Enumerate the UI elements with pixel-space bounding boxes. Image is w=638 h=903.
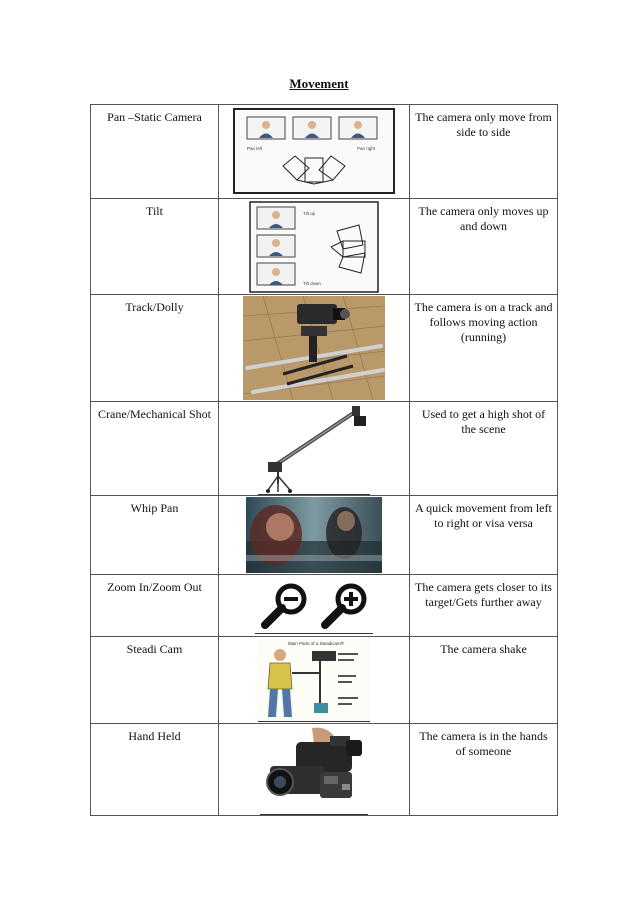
movement-description: The camera gets closer to its target/Gets further away xyxy=(410,575,558,637)
whip-pan-image xyxy=(246,497,382,573)
tilt-diagram-image xyxy=(249,201,379,293)
zoom-icons-image xyxy=(255,579,373,634)
table-row xyxy=(91,724,558,816)
movement-image-cell xyxy=(219,105,410,199)
movement-name: Whip Pan xyxy=(91,496,219,575)
movement-image-cell xyxy=(219,637,410,724)
movement-name: Steadi Cam xyxy=(91,637,219,724)
zoom-in-icon xyxy=(325,586,364,625)
movement-description: Used to get a high shot of the scene xyxy=(410,402,558,496)
svg-text:Pan left: Pan left xyxy=(247,146,263,151)
table-row xyxy=(91,105,558,199)
movement-description: The camera shake xyxy=(410,637,558,724)
movement-description: The camera only moves up and down xyxy=(410,199,558,295)
movement-description: A quick movement from left to right or visa versa xyxy=(410,496,558,575)
svg-text:Main Parts of a Steadicam®: Main Parts of a Steadicam® xyxy=(288,641,345,646)
table-row xyxy=(91,199,558,295)
movement-name: Zoom In/Zoom Out xyxy=(91,575,219,637)
svg-text:Pan right: Pan right xyxy=(357,146,376,151)
movement-description: The camera is on a track and follows moving action (running) xyxy=(410,295,558,402)
movement-name: Pan –Static Camera xyxy=(91,105,219,199)
movement-image-cell xyxy=(219,402,410,496)
table-row xyxy=(91,575,558,637)
movement-description: The camera is in the hands of someone xyxy=(410,724,558,816)
movement-image-cell xyxy=(219,724,410,816)
movement-name: Track/Dolly xyxy=(91,295,219,402)
handheld-camera-image xyxy=(260,726,368,815)
table-row xyxy=(91,295,558,402)
steadicam-image xyxy=(258,639,370,722)
movement-image-cell xyxy=(219,496,410,575)
zoom-out-icon xyxy=(265,586,304,625)
dolly-track-image xyxy=(243,296,385,400)
crane-image xyxy=(258,404,370,495)
movement-name: Crane/Mechanical Shot xyxy=(91,402,219,496)
table-row xyxy=(91,496,558,575)
svg-text:Tilt down: Tilt down xyxy=(303,281,321,286)
movement-table xyxy=(90,104,558,816)
svg-text:Tilt up: Tilt up xyxy=(303,211,316,216)
movement-image-cell xyxy=(219,199,410,295)
movement-image-cell xyxy=(219,575,410,637)
movement-name: Tilt xyxy=(91,199,219,295)
movement-image-cell xyxy=(219,295,410,402)
movement-description: The camera only move from side to side xyxy=(410,105,558,199)
pan-diagram-image xyxy=(233,108,395,194)
table-row xyxy=(91,402,558,496)
table-row xyxy=(91,637,558,724)
page-title: Movement xyxy=(289,76,349,91)
movement-name: Hand Held xyxy=(91,724,219,816)
